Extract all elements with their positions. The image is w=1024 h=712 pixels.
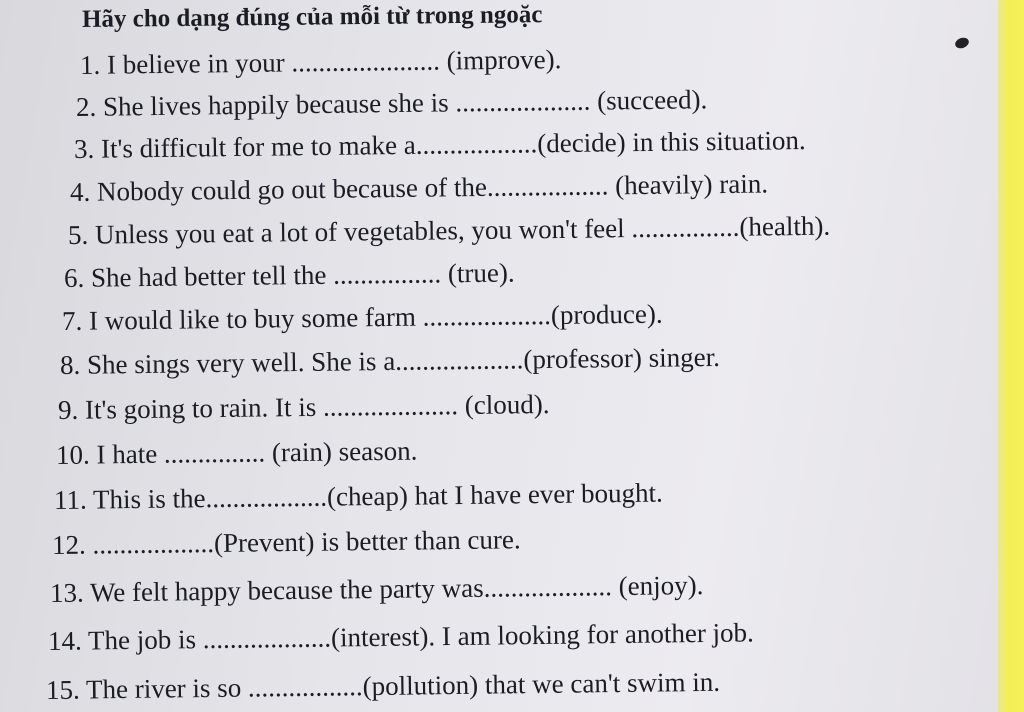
exercise-item-15: 15. The river is so .................(pollution) that we can't swim in. [45,666,721,705]
exercise-item-1: 1. I believe in your ...................... (improve). [79,44,562,80]
exercise-item-3: 3. It's difficult for me to make a..................(decide) in this situation. [73,125,806,164]
exercise-item-14: 14. The job is ...................(interest). I am looking for another job. [47,617,755,656]
exercise-item-7: 7. I would like to buy some farm ...................(produce). [61,298,663,336]
exercise-item-6: 6. She had better tell the ................ (true). [63,257,515,293]
exercise-item-2: 2. She lives happily because she is .................... (succeed). [75,84,708,122]
exercise-item-8: 8. She sings very well. She is a...................(professor) singer. [59,341,721,380]
exercise-item-10: 10. I hate ............... (rain) season. [55,435,418,470]
exercise-item-5: 5. Unless you eat a lot of vegetables, you won't feel ................(health). [67,210,831,250]
worksheet-heading: Hãy cho dạng đúng của mỗi từ trong ngoặc [81,1,543,33]
exercise-item-4: 4. Nobody could go out because of the.................. (heavily) rain. [69,168,769,207]
ink-smudge [954,36,971,50]
exercise-item-9: 9. It's going to rain. It is .................... (cloud). [57,388,550,425]
sticky-note-edge [998,0,1024,712]
exercise-item-11: 11. This is the..................(cheap) hat I have ever bought. [53,477,663,515]
exercise-item-13: 13. We felt happy because the party was................... (enjoy). [49,570,704,608]
exercise-item-12: 12. ..................(Prevent) is better than cure. [51,524,521,560]
